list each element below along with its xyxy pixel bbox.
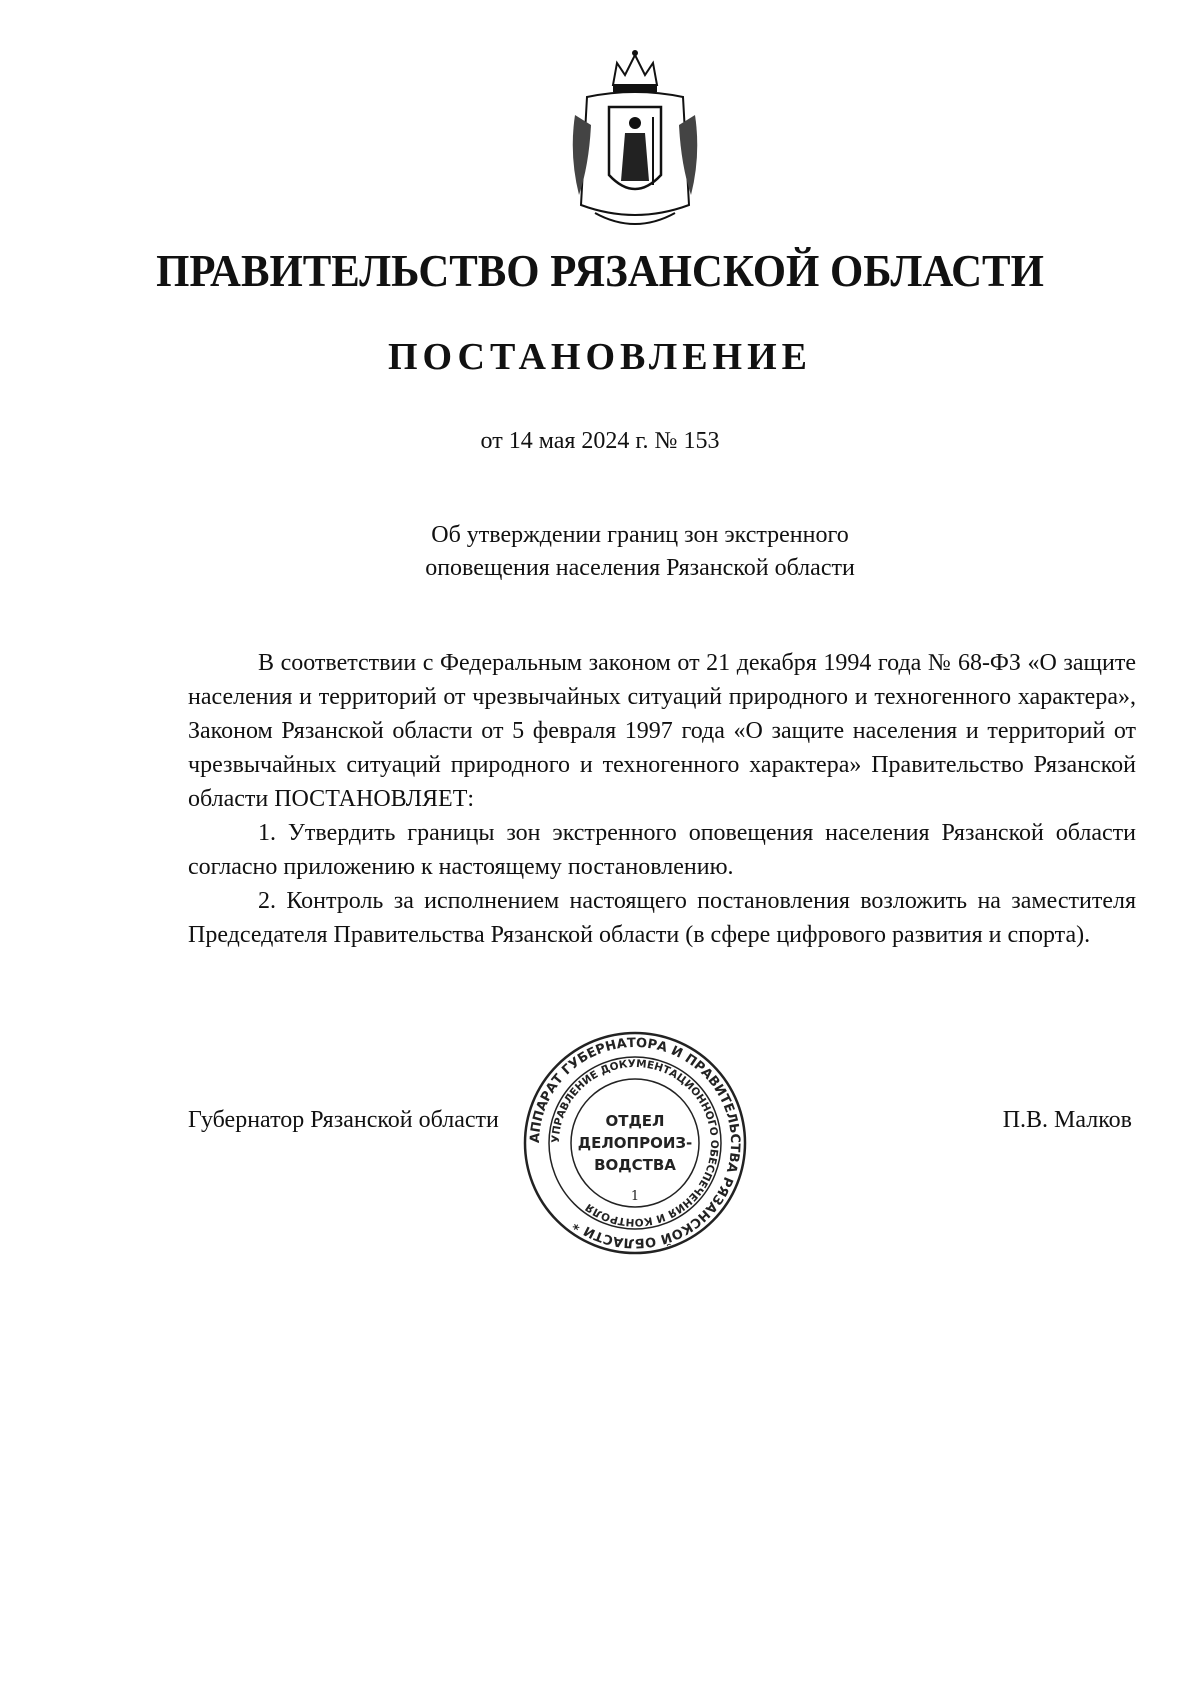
resolution-item-2: 2. Контроль за исполнением настоящего постановления возложить на заместителя Председателя Правительства Рязанской области (в сфере цифрового развития и спорта).: [188, 888, 1136, 948]
stamp-center-line-1: ОТДЕЛ: [605, 1112, 665, 1130]
document-subject: [360, 519, 920, 585]
resolution-item-1: 1. Утвердить границы зон экстренного оповещения населения Рязанской области согласно приложению к настоящему постановлению.: [188, 820, 1136, 880]
stamp-inner-text: УПРАВЛЕНИЕ ДОКУМЕНТАЦИОННОГО ОБЕСПЕЧЕНИЯ И КОНТРОЛЯ: [549, 1057, 721, 1229]
official-seal-stamp: [522, 1030, 748, 1256]
stamp-outer-text: АППАРАТ ГУБЕРНАТОРА И ПРАВИТЕЛЬСТВА РЯЗАНСКОЙ ОБЛАСТИ *: [527, 1035, 743, 1251]
document-type-title: ПОСТАНОВЛЕНИЕ: [387, 336, 813, 378]
coat-of-arms-emblem: [565, 45, 705, 235]
organization-title: ПРАВИТЕЛЬСТВО РЯЗАНСКОЙ ОБЛАСТИ: [156, 245, 1044, 296]
stamp-center-line-2: ДЕЛОПРОИЗ-: [577, 1134, 693, 1152]
document-date-number: от 14 мая 2024 г. № 153: [480, 428, 720, 454]
signatory-name: П.В. Малков: [1002, 1107, 1132, 1133]
stamp-number: 1: [630, 1189, 640, 1204]
preamble-paragraph: В соответствии с Федеральным законом от 21 декабря 1994 года № 68-ФЗ «О защите населения и территорий от чрезвычайных ситуаций природного и техногенного характера», Законом Рязанской области от 5 февраля 1997 года «О защите населения и территорий от чрезвычайных ситуаций природного и техногенного характера» Правительство Рязанской области ПОСТАНОВЛЯЕТ:: [188, 650, 1136, 812]
signatory-position: Губернатор Рязанской области: [188, 1107, 499, 1133]
subject-line-2: оповещения населения Рязанской области: [425, 555, 855, 581]
document-body: [188, 646, 1136, 952]
stamp-center-line-3: ВОДСТВА: [594, 1156, 676, 1174]
subject-line-1: Об утверждении границ зон экстренного: [431, 522, 849, 548]
